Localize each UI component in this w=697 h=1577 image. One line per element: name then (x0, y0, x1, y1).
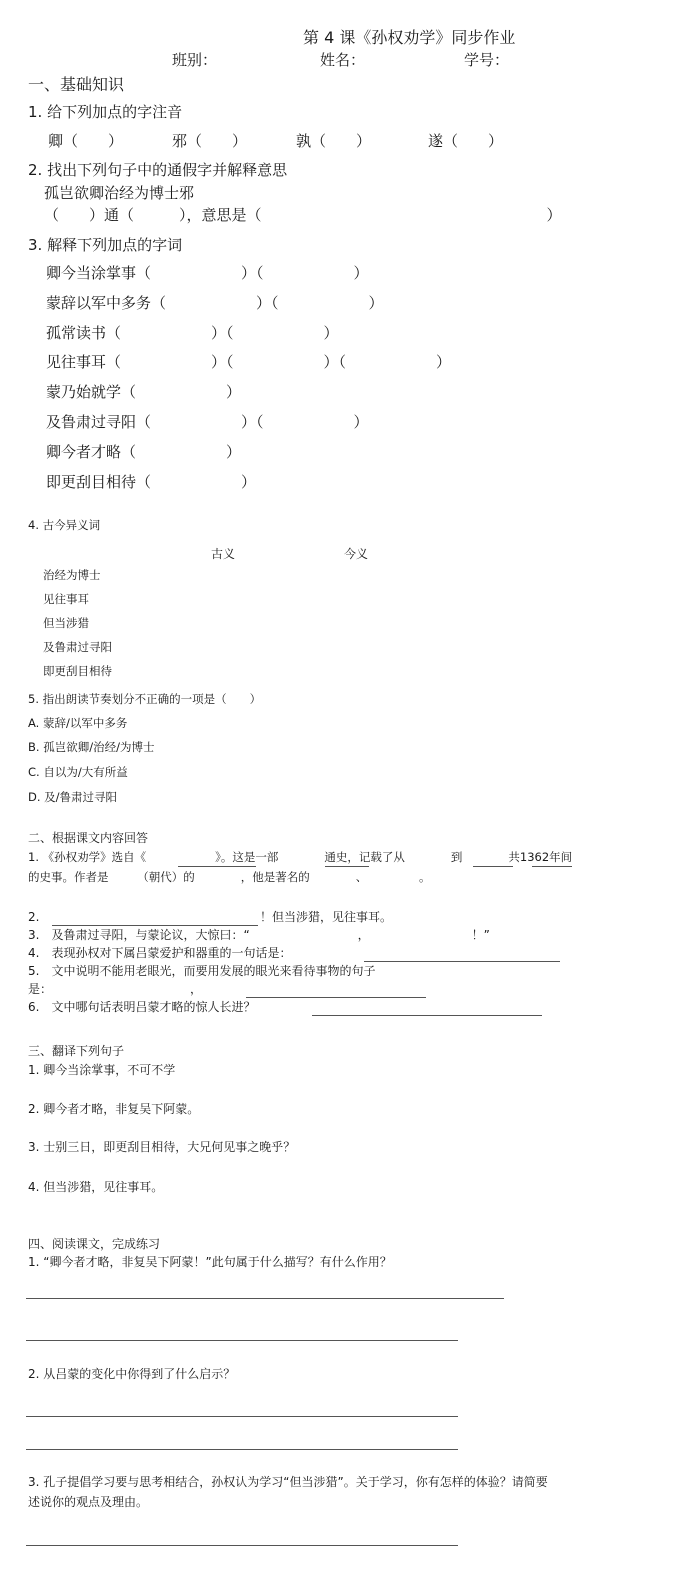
section2-title: 二、根据课文内容回答 (28, 831, 149, 845)
s3-item-4: 4. 但当涉猎，见往事耳。 (28, 1180, 164, 1194)
col-ancient-meaning: 古义 (211, 547, 236, 561)
s4-q2-answer-line-2[interactable] (26, 1449, 458, 1450)
name-label: 姓名： (320, 51, 366, 69)
s2-q6-text: 6. 文中哪句话表明吕蒙才略的惊人长进？ (28, 1000, 256, 1014)
q3-item-6: 及鲁肃过寻阳（ ）（ ） (46, 413, 369, 431)
pinyin-item-2: 邪（ ） (172, 132, 248, 150)
q5-option-a: A. 蒙辞/以军中多务 (28, 716, 128, 730)
q4-title: 4. 古今异义词 (28, 518, 101, 532)
s4-q1-answer-line-2[interactable] (26, 1340, 458, 1341)
q3-item-2: 蒙辞以军中多务（ ）（ ） (46, 294, 384, 312)
q5-option-b: B. 孤岂欲卿/治经/为博士 (28, 740, 155, 754)
s4-q2-answer-line-1[interactable] (26, 1416, 458, 1417)
s4-q2-text: 2. 从吕蒙的变化中你得到了什么启示？ (28, 1367, 236, 1381)
s2-q4-blank[interactable] (364, 961, 560, 962)
q4-item-5: 即更刮目相待 (43, 664, 112, 678)
s3-item-2: 2. 卿今者才略，非复吴下阿蒙。 (28, 1102, 200, 1116)
q5-title: 5. 指出朗读节奏划分不正确的一项是（ ） (28, 692, 262, 706)
s2-q2-blank[interactable] (52, 925, 258, 926)
s2-q2-text: ！但当涉猎，见往事耳。 (260, 910, 393, 924)
section1-title: 一、基础知识 (28, 75, 125, 94)
s2-q1-blank-source[interactable] (178, 866, 256, 867)
q4-item-1: 治经为博士 (43, 568, 101, 582)
s2-q5-blank-2[interactable] (246, 997, 426, 998)
q1-title: 1. 给下列加点的字注音 (28, 103, 183, 121)
s2-q1-blank-from[interactable] (473, 866, 513, 867)
s2-q1-blank-to[interactable] (532, 866, 572, 867)
s4-q1-text: 1. “卿今者才略，非复吴下阿蒙！”此句属于什么描写？有什么作用？ (28, 1255, 392, 1269)
s2-q1-blank-type[interactable] (325, 866, 369, 867)
s2-q3-text: 3. 及鲁肃过寻阳，与蒙论议，大惊曰：“ ， ！” (28, 928, 490, 942)
s3-item-3: 3. 士别三日，即更刮目相待，大兄何见事之晚乎？ (28, 1140, 296, 1154)
s3-item-1: 1. 卿今当涂掌事，不可不学 (28, 1063, 176, 1077)
s2-q1-line2: 的史事。作者是 （朝代）的 ，他是著名的 、 。 (28, 870, 431, 884)
pinyin-item-3: 孰（ ） (296, 132, 372, 150)
s2-q5-line2: 是： ， (28, 982, 203, 996)
s2-q4-text: 4. 表现孙权对下属吕蒙爱护和器重的一句话是： (28, 946, 292, 960)
class-label: 班别： (172, 51, 218, 69)
q3-item-1: 卿今当涂掌事（ ）（ ） (46, 264, 369, 282)
q5-option-d: D. 及/鲁肃过寻阳 (28, 790, 118, 804)
q4-item-3: 但当涉猎 (43, 616, 89, 630)
q3-item-7: 卿今者才略（ ） (46, 443, 242, 461)
s4-q3-answer-line-1[interactable] (26, 1545, 458, 1546)
q5-option-c: C. 自以为/大有所益 (28, 765, 128, 779)
q2-title: 2. 找出下列句子中的通假字并解释意思 (28, 161, 288, 179)
q4-item-4: 及鲁肃过寻阳 (43, 640, 112, 654)
q3-item-3: 孤常读书（ ）（ ） (46, 324, 339, 342)
col-modern-meaning: 今义 (344, 547, 369, 561)
q3-item-4: 见往事耳（ ）（ ）（ ） (46, 353, 452, 371)
q3-title: 3. 解释下列加点的字词 (28, 236, 183, 254)
s4-q1-answer-line-1[interactable] (26, 1298, 504, 1299)
q3-item-8: 即更刮目相待（ ） (46, 473, 257, 491)
s2-q1-line1: 1. 《孙权劝学》选自《 》。这是一部 通史，记载了从 到 共1362年间 (28, 850, 573, 864)
s2-q5-line1: 5. 文中说明不能用老眼光，而要用发展的眼光来看待事物的句子 (28, 964, 376, 978)
s4-q3-line2: 述说你的观点及理由。 (28, 1495, 149, 1509)
section4-title: 四、阅读课文，完成练习 (28, 1237, 161, 1251)
pinyin-item-1: 卿（ ） (48, 132, 124, 150)
section3-title: 三、翻译下列句子 (28, 1044, 125, 1058)
s2-q2-number: 2. (28, 910, 40, 924)
q2-blank: （ ）通（ ），意思是（ ） (44, 206, 562, 224)
q4-item-2: 见往事耳 (43, 592, 89, 606)
q3-item-5: 蒙乃始就学（ ） (46, 383, 242, 401)
s2-q6-blank[interactable] (312, 1015, 542, 1016)
page-title: 第 4 课《孙权劝学》同步作业 (303, 28, 516, 47)
student-id-label: 学号： (464, 51, 510, 69)
s4-q3-line1: 3. 孔子提倡学习要与思考相结合，孙权认为学习“但当涉猎”。关于学习，你有怎样的体验？请简要 (28, 1475, 548, 1489)
q2-sentence: 孤岂欲卿治经为博士邪 (44, 184, 195, 202)
pinyin-item-4: 遂（ ） (428, 132, 504, 150)
